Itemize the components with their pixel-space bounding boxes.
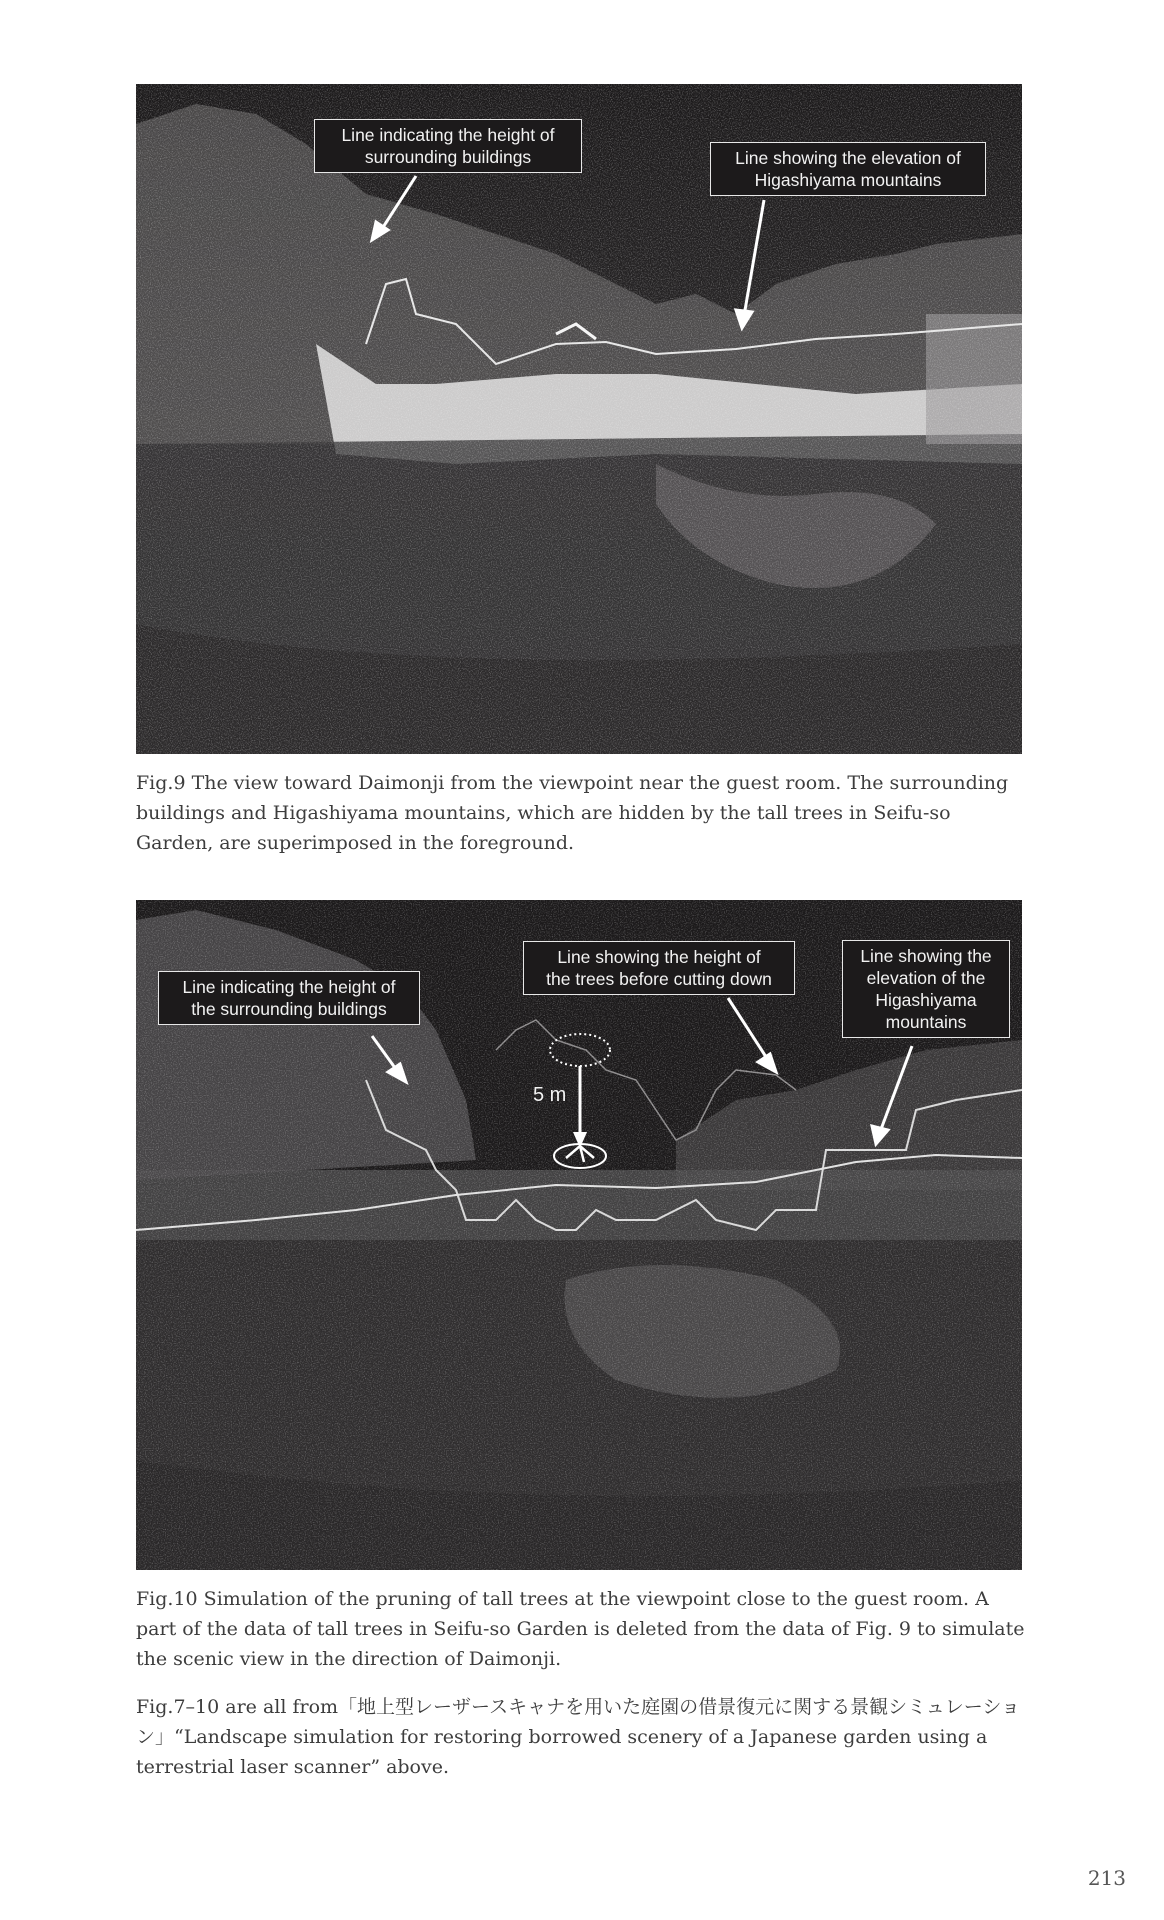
label-trees-height: Line showing the height of the trees before cutting down — [523, 941, 795, 995]
label-buildings-height: Line indicating the height of the surrounding buildings — [158, 971, 420, 1025]
source-note: Fig.7–10 are all from「地上型レーザースキャナを用いた庭園の借景復元に関する景観シミュレーション」“Landscape simulation for restoring borrowed scenery of a Japanese garden using a terrestrial laser scanner” above. — [136, 1696, 1020, 1778]
figure-9-point-cloud — [136, 84, 1022, 754]
scale-label-5m: 5 m — [533, 1084, 567, 1106]
page-number: 213 — [1087, 1866, 1126, 1890]
figure-9-caption: Fig.9 The view toward Daimonji from the viewpoint near the guest room. The surrounding buildings and Higashiyama mountains, which are hidden by the tall trees in Seifu-so Garden, are superimposed in the foreground. — [136, 772, 1009, 854]
label-mountains-elevation: Line showing the elevation of Higashiyama mountains — [710, 142, 986, 196]
figure-10-caption: Fig.10 Simulation of the pruning of tall trees at the viewpoint close to the guest room. A part of the data of tall trees in Seifu-so Garden is deleted from the data of Fig. 9 to simulate the scenic view in the direction of Daimonji. — [136, 1588, 1025, 1670]
label-buildings-height: Line indicating the height of surrounding buildings — [314, 119, 582, 173]
label-mountains-elevation: Line showing the elevation of the Higashiyama mountains — [842, 940, 1010, 1038]
figure-10-point-cloud — [136, 900, 1022, 1570]
